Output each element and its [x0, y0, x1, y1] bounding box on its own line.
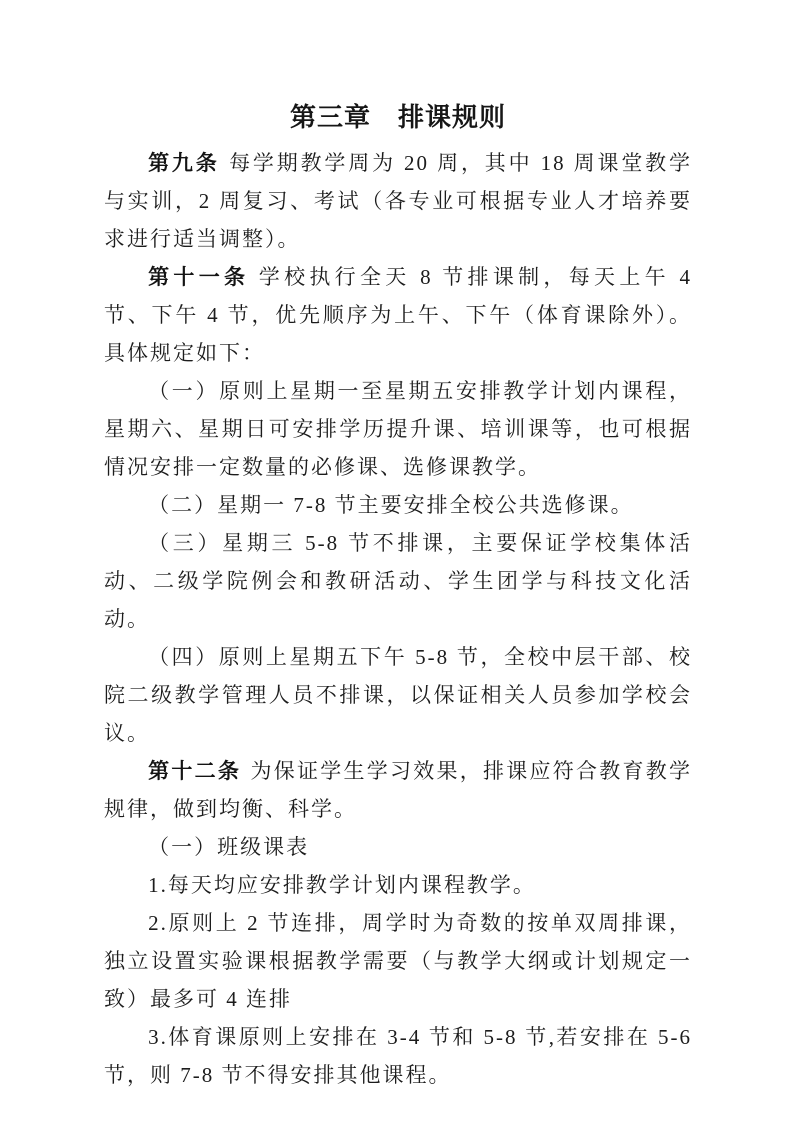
paragraph-class-timetable-heading: [104, 828, 692, 866]
article-12-number: 第十二条: [148, 759, 242, 783]
paragraph-text: 为保证学生学习效果，排课应符合教育教学规律，做到均衡、科学。: [104, 759, 693, 821]
paragraph-article-12: [104, 752, 692, 828]
chapter-title: 第三章 排课规则: [289, 102, 506, 132]
paragraph-text: （二）星期一 7-8 节主要安排全校公共选修课。: [148, 493, 634, 517]
paragraph-item-1: [104, 372, 692, 486]
paragraph-text: 每学期教学周为 20 周，其中 18 周课堂教学与实训，2 周复习、考试（各专业可根据专业人才培养要求进行适当调整）。: [104, 151, 693, 251]
paragraph-article-9: [104, 144, 692, 258]
article-11-number: 第十一条: [148, 265, 250, 289]
paragraph-text: 学校执行全天 8 节排课制，每天上午 4 节、下午 4 节，优先顺序为上午、下午（体育课除外）。具体规定如下：: [104, 265, 693, 365]
paragraph-rule-3: [104, 1018, 692, 1094]
paragraph-text: （四）原则上星期五下午 5-8 节，全校中层干部、校院二级教学管理人员不排课，以保证相关人员参加学校会议。: [104, 645, 692, 745]
paragraph-text: 2.原则上 2 节连排，周学时为奇数的按单双周排课，独立设置实验课根据教学需要（与教学大纲或计划规定一致）最多可 4 连排: [104, 911, 692, 1011]
paragraph-rule-1: [104, 866, 692, 904]
paragraph-rule-2: [104, 904, 692, 1018]
document-body: [104, 96, 692, 1094]
paragraph-item-4: [104, 638, 692, 752]
paragraph-text: （三）星期三 5-8 节不排课，主要保证学校集体活动、二级学院例会和教研活动、学生团学与科技文化活动。: [104, 531, 692, 631]
paragraph-article-11: [104, 258, 692, 372]
paragraph-item-2: [104, 486, 692, 524]
paragraph-item-3: [104, 524, 692, 638]
article-9-number: 第九条: [148, 151, 220, 175]
paragraph-text: 3.体育课原则上安排在 3-4 节和 5-8 节,若安排在 5-6 节，则 7-8 节不得安排其他课程。: [104, 1025, 692, 1087]
paragraph-text: （一）班级课表: [148, 835, 310, 859]
paragraph-text: 1.每天均应安排教学计划内课程教学。: [148, 873, 536, 897]
paragraph-text: （一）原则上星期一至星期五安排教学计划内课程，星期六、星期日可安排学历提升课、培训课等，也可根据情况安排一定数量的必修课、选修课教学。: [104, 379, 692, 479]
